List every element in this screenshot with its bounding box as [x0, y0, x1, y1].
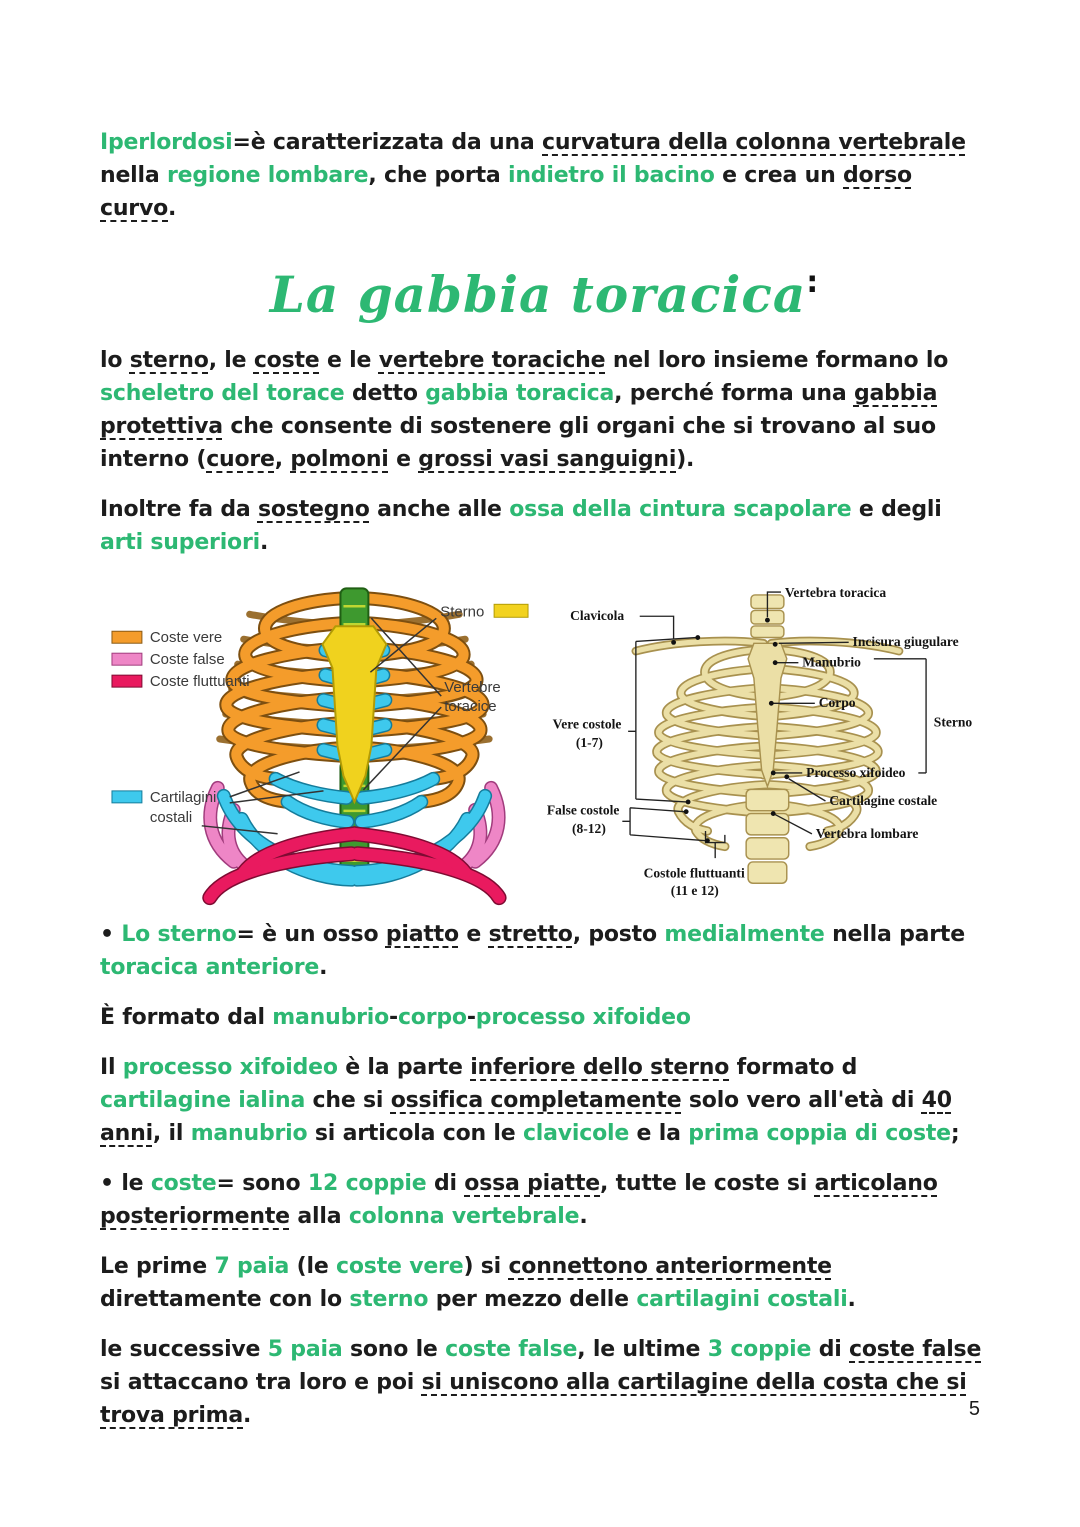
legend-swatch-coste-false: [112, 653, 142, 665]
paragraph-sostegno: Inoltre fa da sostegno anche alle ossa della cintura scapolare e degli arti superiori.: [100, 497, 942, 555]
label-vere-costole: Vere costole: [552, 716, 622, 732]
paragraph-le-coste: • le coste= sono 12 coppie di ossa piatte, tutte le coste si articolano posteriormente alla colonna vertebrale.: [100, 1171, 938, 1229]
label-vertebra-lombare: Vertebra lombare: [815, 825, 919, 841]
anatomical-ribcage-diagram: [543, 576, 988, 908]
section-title: [100, 265, 988, 324]
label-corpo: Corpo: [818, 695, 856, 711]
label-cartilagine-costale: Cartilagine costale: [829, 792, 938, 808]
label-costole-fluttuanti-range: (11 e 12): [670, 882, 719, 898]
page-number: 5: [968, 1398, 980, 1420]
legend-label-coste-fluttuanti: Coste fluttuanti: [149, 673, 250, 691]
label-toracice: toracice: [444, 698, 497, 716]
ribcage-figure: [100, 576, 988, 908]
legend-swatch-cartilagini: [112, 791, 142, 803]
label-false-costole: False costole: [546, 802, 620, 818]
paragraph-iperlordosi: Iperlordosi=è caratterizzata da una curvatura della colonna vertebrale nella regione lombare, che porta indietro il bacino e crea un dorso curvo.: [100, 130, 966, 221]
label-incisura-giugulare: Incisura giugulare: [852, 634, 959, 650]
label-vertebra-toracica: Vertebra toracica: [784, 584, 887, 600]
label-vere-costole-range: (1-7): [575, 734, 603, 750]
label-sterno-bone: Sterno: [933, 714, 973, 730]
label-false-costole-range: (8-12): [572, 820, 606, 836]
paragraph-successive-5-paia: le successive 5 paia sono le coste false, le ultime 3 coppie di coste false si attaccano tra loro e poi si uniscono alla cartilagine della costa che si trova prima.: [100, 1337, 982, 1428]
legend-label-costali: costali: [149, 808, 193, 826]
page-content: [100, 126, 988, 1449]
legend-swatch-coste-fluttuanti: [112, 675, 142, 687]
label-processo-xifoideo: Processo xifoideo: [806, 764, 906, 780]
paragraph-lo-sterno: • Lo sterno= è un osso piatto e stretto, posto medialmente nella parte toracica anteriore.: [100, 922, 965, 980]
label-sterno: Sterno: [440, 603, 485, 621]
sterno-swatch: [494, 604, 528, 617]
legend-label-coste-vere: Coste vere: [149, 629, 223, 647]
section-title-colon: :: [806, 265, 819, 300]
label-costole-fluttuanti: Costole fluttuanti: [643, 865, 745, 881]
paragraph-processo-xifoideo: Il processo xifoideo è la parte inferiore dello sterno formato d cartilagine ialina che si ossifica completamente solo vero all'età di 40 anni, il manubrio si articola con le clavicole e la prima coppia di coste;: [100, 1055, 960, 1146]
legend-label-cartilagini: Cartilagini: [149, 788, 217, 806]
legend-swatch-coste-vere: [112, 631, 142, 643]
paragraph-sterno-coste-vertebre: lo sterno, le coste e le vertebre toraciche nel loro insieme formano lo scheletro del torace detto gabbia toracica, perché forma una gabbia protettiva che consente di sostenere gli organi che si trovano al suo interno (cuore, polmoni e grossi vasi sanguigni).: [100, 348, 949, 472]
label-manubrio: Manubrio: [802, 654, 861, 670]
colored-ribcage-diagram: [100, 576, 537, 906]
paragraph-prime-7-paia: Le prime 7 paia (le coste vere) si connettono anteriormente direttamente con lo sterno per mezzo delle cartilagini costali.: [100, 1254, 856, 1312]
legend-label-coste-false: Coste false: [149, 651, 225, 669]
label-vertebre: Vertebre: [444, 679, 501, 697]
section-title-text: La gabbia toracica: [269, 265, 807, 324]
label-clavicola: Clavicola: [570, 608, 625, 624]
lumbar-spine: [746, 789, 789, 883]
paragraph-formato: È formato dal manubrio-corpo-processo xifoideo: [100, 1005, 691, 1030]
